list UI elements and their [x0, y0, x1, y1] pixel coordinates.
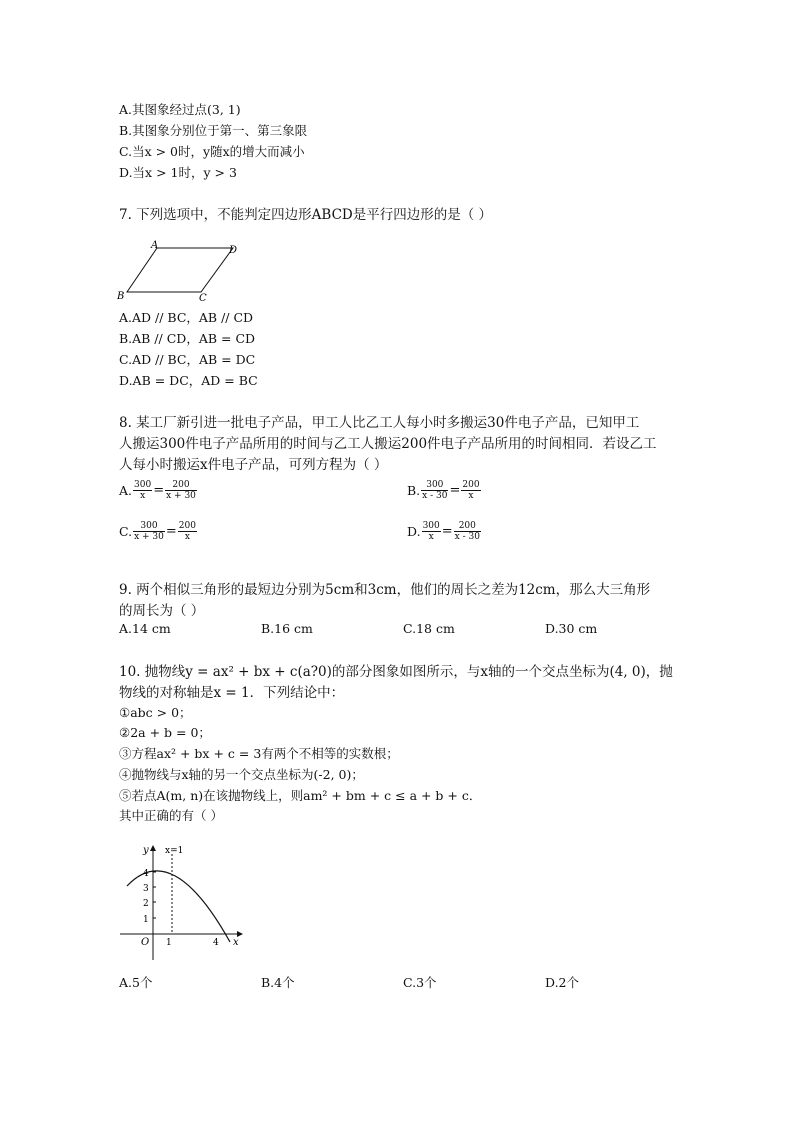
q7-option-b: B.AB // CD，AB = CD	[119, 331, 256, 346]
fraction-right: $\frac{200}{x}$	[462, 480, 480, 501]
q7-stem: 7. 下列选项中，不能判定四边形ABCD是平行四边形的是（ ）	[119, 207, 493, 223]
q6-option-a: A.其图象经过点(3, 1)	[119, 102, 241, 117]
q8-option-c: C. $\frac{300}{x + 30}$ = $\frac{200}{x}$	[119, 521, 196, 542]
q10-option-b: B.4个	[261, 975, 295, 990]
parallelogram-shape	[127, 248, 233, 292]
y-tick-4: 4	[143, 869, 149, 879]
q9-option-d: D.30 cm	[545, 621, 598, 636]
q6-option-d: D.当x > 1时，y > 3	[119, 165, 237, 180]
option-label: C.	[119, 524, 133, 539]
fraction-left: $\frac{300}{x + 30}$	[134, 521, 164, 542]
q7-option-a: A.AD // BC，AB // CD	[119, 310, 254, 325]
y-tick-2: 2	[143, 899, 149, 909]
q7-option-d: D.AB = DC，AD = BC	[119, 373, 258, 388]
q10-statement-3: ③方程ax² + bx + c = 3有两个不相等的实数根；	[119, 746, 399, 761]
x-tick-1: 1	[166, 938, 172, 948]
q10-statement-4: ④抛物线与x轴的另一个交点坐标为(-2, 0)；	[119, 767, 364, 782]
q8-option-a: A. $\frac{300}{x}$ = $\frac{200}{x + 30}$	[119, 480, 196, 501]
q10-statement-5: ⑤若点A(m, n)在该抛物线上，则am² + bm + c ≤ a + b + c．	[119, 788, 482, 803]
q8-stem-line-1: 8. 某工厂新引进一批电子产品，甲工人比乙工人每小时多搬运30件电子产品，已知甲工	[119, 415, 640, 431]
q10-stem-line-2: 物线的对称轴是x = 1．下列结论中：	[119, 685, 345, 701]
q8-stem-line-2: 人搬运300件电子产品所用的时间与乙工人搬运200件电子产品所用的时间相同．若设乙工	[119, 436, 657, 452]
q9-stem-line-1: 9. 两个相似三角形的最短边分别为5cm和3cm，他们的周长之差为12cm，那么大三角形	[119, 582, 651, 598]
option-label: B.	[407, 483, 421, 498]
vertex-label-a: A	[151, 240, 159, 251]
q10-option-d: D.2个	[545, 975, 580, 990]
q10-question: 其中正确的有（ ）	[119, 808, 223, 823]
fraction-left: $\frac{300}{x}$	[134, 480, 152, 501]
q10-statement-1: ①abc > 0；	[119, 705, 192, 720]
q9-option-c: C.18 cm	[403, 621, 455, 636]
q7-option-c: C.AD // BC，AB = DC	[119, 352, 256, 367]
y-tick-1: 1	[143, 915, 149, 925]
y-axis-label: y	[143, 845, 149, 856]
q8-option-d: D. $\frac{300}{x}$ = $\frac{200}{x - 30}$	[407, 521, 480, 542]
q10-parabola-graph	[115, 842, 245, 962]
q8-stem-line-3: 人每小时搬运x件电子产品，可列方程为（ ）	[119, 457, 388, 473]
q9-option-a: A.14 cm	[119, 621, 171, 636]
q10-option-c: C.3个	[403, 975, 437, 990]
fraction-left: $\frac{300}{x - 30}$	[422, 480, 448, 501]
vertex-label-c: C	[199, 293, 207, 304]
origin-label: O	[141, 937, 150, 948]
vertex-label-b: B	[117, 291, 125, 302]
q6-option-b: B.其图象分别位于第一、第三象限	[119, 123, 308, 138]
q10-stem-line-1: 10. 抛物线y = ax² + bx + c(a?0)的部分图象如图所示，与x轴的一个交点坐标为(4, 0)，抛	[119, 664, 673, 680]
fraction-right: $\frac{200}{x - 30}$	[454, 521, 480, 542]
symmetry-axis-label: x=1	[165, 846, 184, 856]
q10-option-a: A.5个	[119, 975, 153, 990]
q7-parallelogram-figure	[115, 240, 245, 305]
fraction-left: $\frac{300}{x}$	[422, 521, 440, 542]
q8-option-b: B. $\frac{300}{x - 30}$ = $\frac{200}{x}$	[407, 480, 480, 501]
q9-option-b: B.16 cm	[261, 621, 313, 636]
option-label: A.	[119, 483, 133, 498]
q6-option-c: C.当x > 0时，y随x的增大而减小	[119, 144, 305, 159]
vertex-label-d: D	[229, 245, 238, 256]
y-tick-3: 3	[143, 884, 149, 894]
x-tick-4: 4	[213, 938, 219, 948]
q10-statement-2: ②2a + b = 0；	[119, 725, 211, 740]
fraction-right: $\frac{200}{x + 30}$	[166, 480, 196, 501]
x-axis-label: x	[233, 937, 239, 948]
fraction-right: $\frac{200}{x}$	[178, 521, 196, 542]
q9-stem-line-2: 的周长为（ ）	[119, 603, 205, 619]
option-label: D.	[407, 524, 421, 539]
